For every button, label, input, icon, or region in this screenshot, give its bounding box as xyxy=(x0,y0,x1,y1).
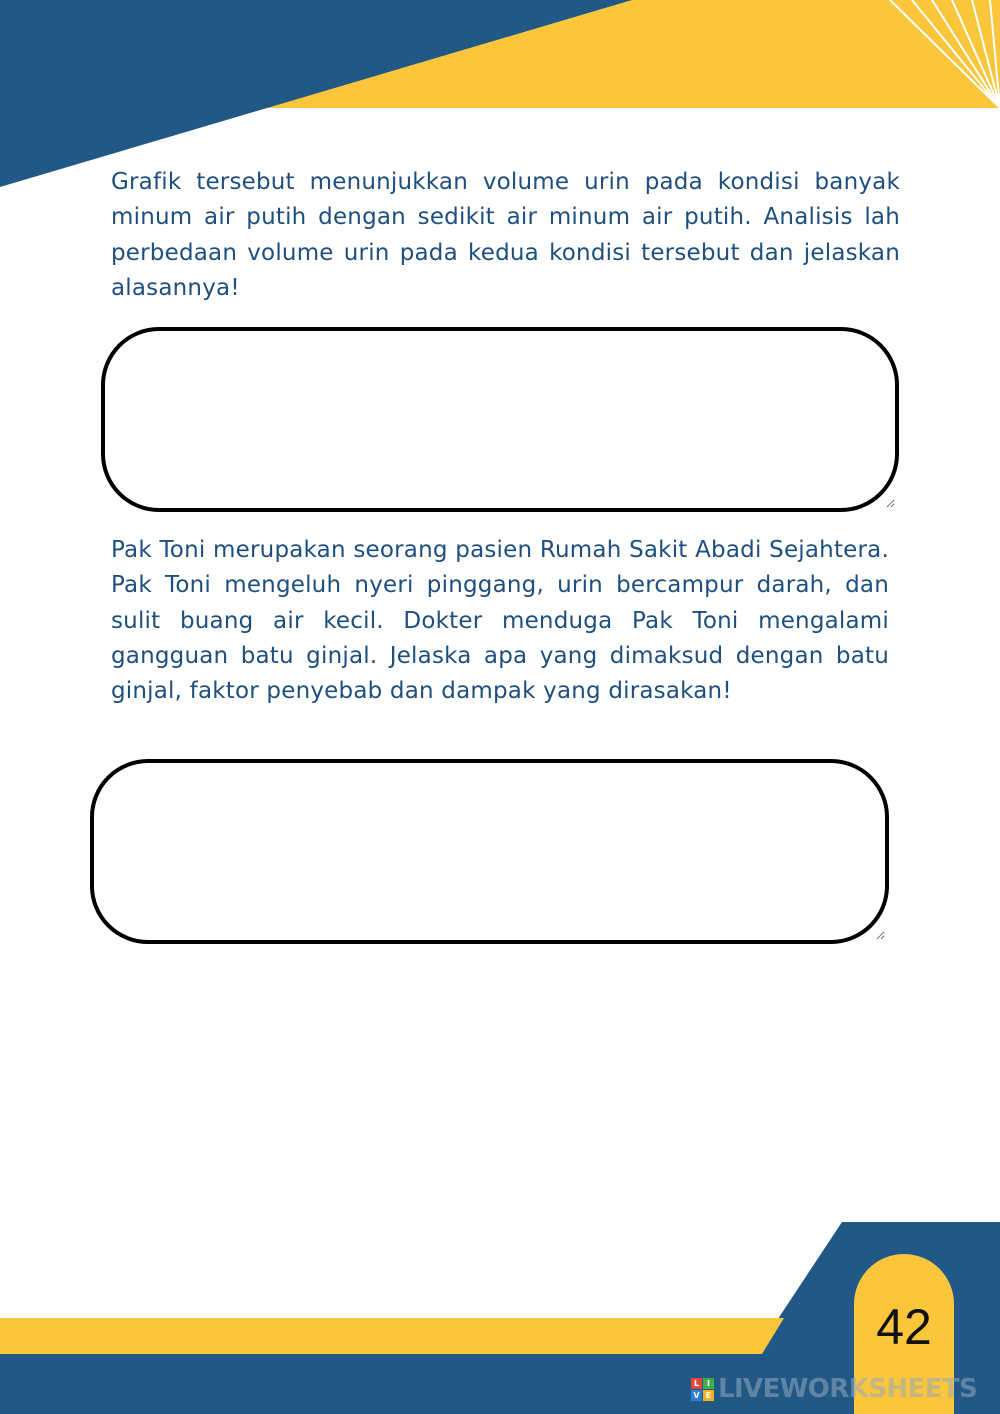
liveworksheets-watermark xyxy=(691,1372,977,1406)
logo-letter-v: V xyxy=(691,1390,702,1401)
answer-box-1[interactable] xyxy=(101,327,899,512)
logo-letter-e: E xyxy=(703,1390,714,1401)
logo-letter-l: L xyxy=(691,1378,702,1389)
question-2-text: Pak Toni merupakan seorang pasien Rumah Sakit Abadi Sejahtera. Pak Toni mengeluh nyeri pinggang, urin bercampur darah, dan sulit buang air kecil. Dokter menduga Pak Toni mengalami gangguan batu ginjal. Jelaska apa yang dimaksud dengan batu ginjal, faktor penyebab dan dampak yang dirasakan! xyxy=(111,537,889,705)
answer-box-2[interactable] xyxy=(90,759,889,944)
watermark-text: LIVEWORKSHEETS xyxy=(718,1374,978,1404)
logo-letter-i: I xyxy=(703,1378,714,1389)
page-number: 42 xyxy=(876,1299,932,1355)
question-1-text: Grafik tersebut menunjukkan volume urin pada kondisi banyak minum air putih dengan sedikit air minum air putih. Analisis lah perbedaan volume urin pada kedua kondisi tersebut dan jelaskan alasannya! xyxy=(111,169,900,301)
liveworksheets-logo-icon xyxy=(691,1378,714,1401)
